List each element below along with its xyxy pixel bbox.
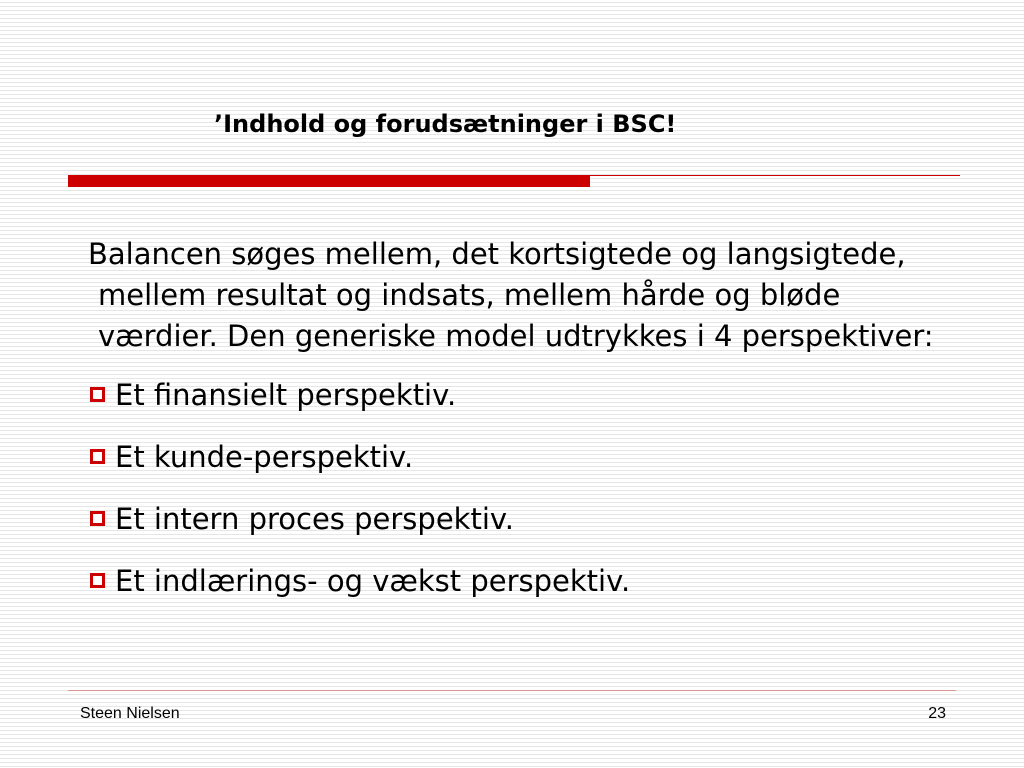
bullet-text: Et finansielt perspektiv. — [115, 377, 457, 412]
bullet-text: Et indlærings- og vækst perspektiv. — [115, 563, 631, 598]
bullet-item — [88, 560, 968, 601]
page-number: 23 — [928, 705, 946, 722]
bullet-list — [88, 374, 968, 601]
hollow-square-icon — [90, 511, 105, 526]
intro-paragraph: Balancen søges mellem, det kortsigtede og langsigtede, mellem resultat og indsats, mellem hårde og bløde værdier. Den generiske model udtrykkes i 4 perspektiver: — [88, 237, 934, 353]
slide-title: ’Indhold og forudsætninger i BSC! — [214, 110, 677, 138]
bullet-item — [88, 436, 968, 477]
hollow-square-icon — [90, 449, 105, 464]
hollow-square-icon — [90, 387, 105, 402]
bullet-text: Et intern proces perspektiv. — [115, 501, 515, 536]
slide-body — [88, 234, 968, 601]
title-underline-thin — [590, 175, 960, 176]
bullet-item — [88, 374, 968, 415]
title-underline-thick — [68, 175, 590, 187]
footer-divider — [68, 690, 956, 691]
footer-author: Steen Nielsen — [80, 705, 180, 722]
bullet-text: Et kunde-perspektiv. — [115, 439, 414, 474]
hollow-square-icon — [90, 573, 105, 588]
bullet-item — [88, 498, 968, 539]
